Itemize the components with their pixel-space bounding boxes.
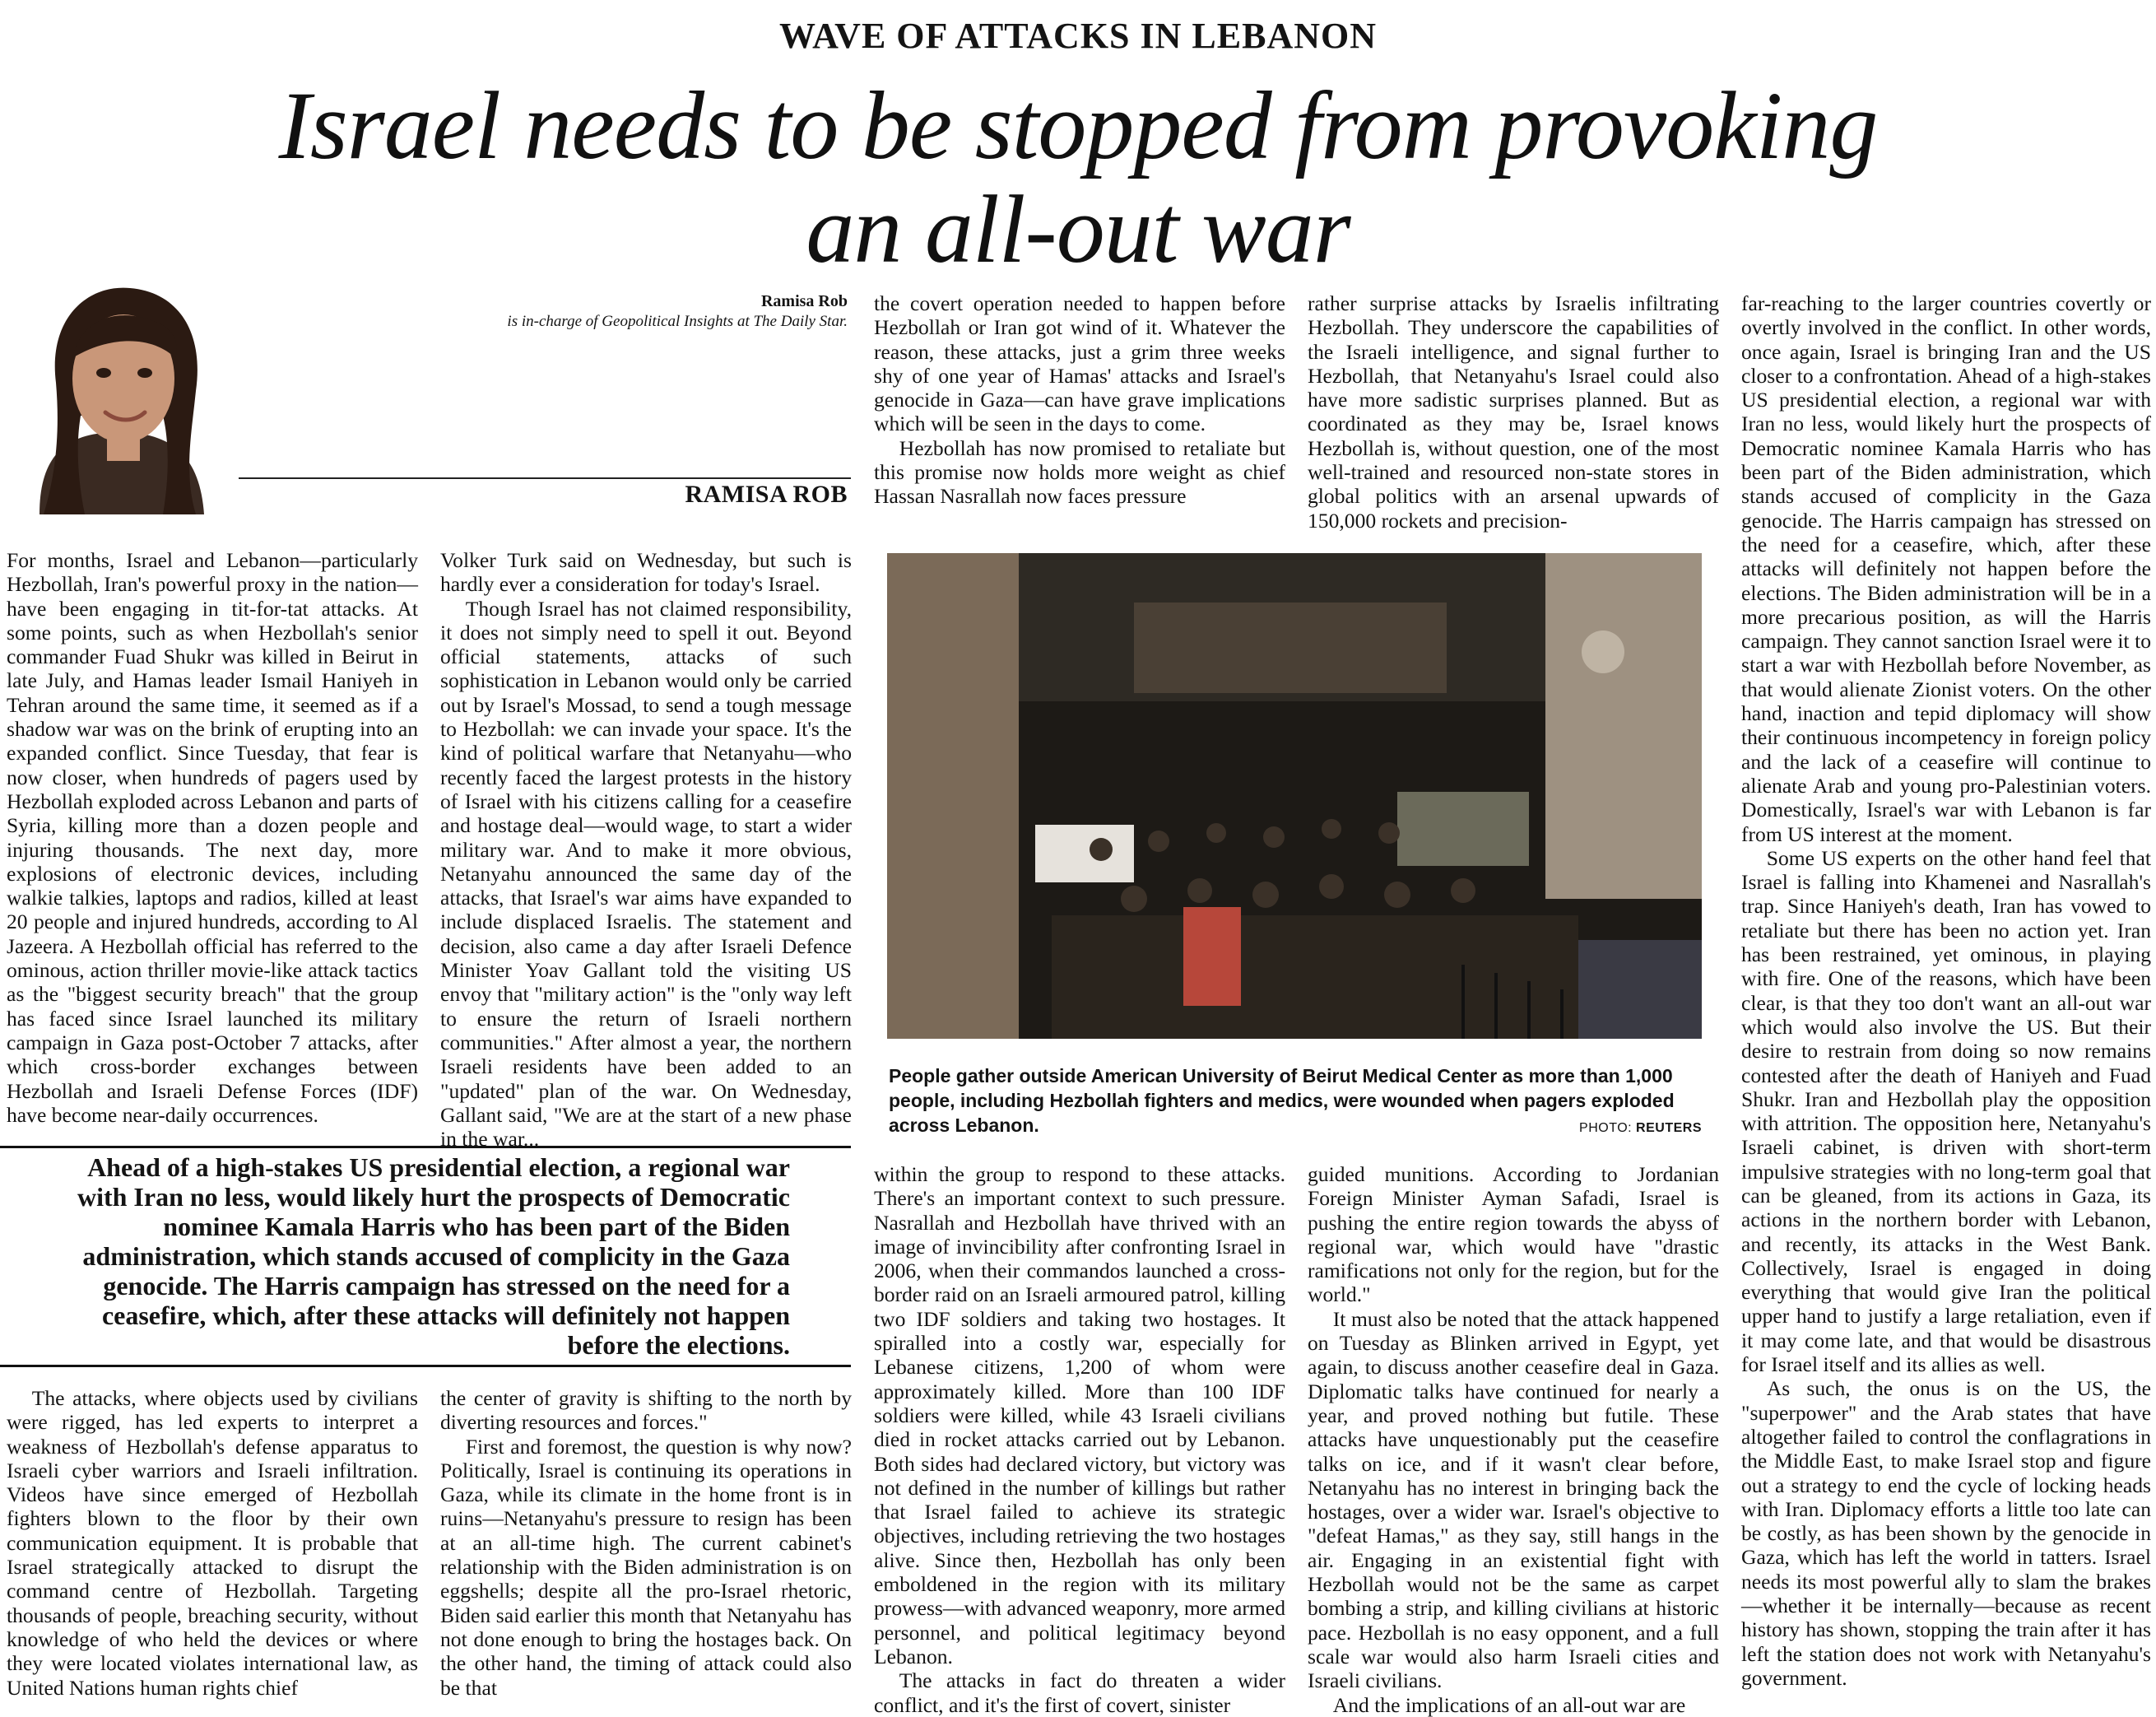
column-3-top: [874, 291, 1285, 525]
pullquote: Ahead of a high-stakes US presidential election, a regional war with Iran no less, would likely hurt the prospects of Democratic nominee Kamala Harris who has been part of the Biden administration, which stands accused of complicity in the Gaza genocide. The Harris campaign has stressed on the need for a ceasefire, which, after these attacks will definitely not happen before the elections.: [77, 1152, 790, 1360]
paragraph: guided munitions. According to Jordanian Foreign Minister Ayman Safadi, Israel is pushing the entire region towards the abyss of regional war, which would have "drastic ramifications not only for the region, but for the world.": [1308, 1162, 1719, 1307]
column-1-top: [7, 548, 418, 1137]
column-2-top: [440, 548, 852, 1152]
column-3-bottom: [874, 1162, 1285, 1717]
byline: RAMISA ROB: [685, 481, 848, 508]
column-5: [1741, 291, 2151, 1696]
author-description: is in-charge of Geopolitical Insights at The Daily Star.: [507, 313, 848, 330]
paragraph: the covert operation needed to happen before Hezbollah or Iran got wind of it. Whatever the reason, these attacks, just a grim three weeks shy of one year of Hamas' attacks and Israel's genocide in Gaza—can have grave implications which will be seen in the days to come.: [874, 291, 1285, 436]
paragraph: Hezbollah has now promised to retaliate but this promise now holds more weight as chief Hassan Nasrallah now faces pressure: [874, 435, 1285, 509]
column-4-bottom: [1308, 1162, 1719, 1717]
column-2-bottom: [440, 1386, 852, 1700]
paragraph: Some US experts on the other hand feel that Israel is falling into Khamenei and Nasrallah's trap. Since Haniyeh's death, Iran has vowed to retaliate but there has been no action yet. Iran has been restrained, yet ominous, in playing with fire. One of the reasons, which have been clear, is that they too don't want an all-out war which would also involve the US. But their desire to restrain from doing so now remains contested after the death of Haniyeh and Fuad Shukr. Iran and Hezbollah play the opposition with attrition. The opposition here, Netanyahu's Israeli cabinet, is driven with short-term impulsive strategies with no long-term goal that can be gleaned, from its actions in Gaza, its actions in the northern border with Lebanon, and recently, its attacks in the West Bank. Collectively, Israel is engaged in doing everything that would give Iran the political upper hand to justify a large retaliation, even if it may come late, and that would be disastrous for Israel itself and its allies as well.: [1741, 845, 2151, 1377]
photo-caption: People gather outside American University of Beirut Medical Center as more than 1,000 people, including Hezbollah fighters and medics, were wounded when pagers exploded across Lebanon.: [889, 1065, 1675, 1136]
photo-credit-label: PHOTO:: [1579, 1121, 1633, 1135]
paragraph: the center of gravity is shifting to the north by diverting resources and forces.": [440, 1386, 852, 1435]
pullquote-top-rule: [0, 1146, 851, 1148]
paragraph: The attacks, where objects used by civilians were rigged, has led experts to interpret a weakness of Hezbollah's defense apparatus to Israeli cyber warriors and Israeli infiltration. Videos have since emerged of Hezbollah fighters blown to the floor by their own communication equipment. It is probable that Israel strategically attacked to disrupt the command centre of Hezbollah. Targeting thousands of people, breaching security, without knowledge of who held the devices or where they were located violates international law, as United Nations human rights chief: [7, 1386, 418, 1700]
photo-credit-source: REUTERS: [1636, 1121, 1702, 1135]
paragraph: far-reaching to the larger countries covertly or overtly involved in the conflict. In other words, once again, Israel is bringing Iran and the US closer to a confrontation. Ahead of a high-stakes US presidential election, a regional war with Iran no less, would likely hurt the prospects of Democratic nominee Kamala Harris who has been part of the Biden administration, which stands accused of complicity in the Gaza genocide. The Harris campaign has stressed on the need for a ceasefire, which, after these attacks will definitely not happen before the elections. The Biden administration will be in a more precarious position, as will the Harris campaign. They cannot sanction Israel were it to start a war with Hezbollah before November, as that would alienate Zionist voters. On the other hand, inaction and tepid diplomacy will show their continuous incompetency in foreign policy and the lack of a ceasefire will continue to alienate Arab and young pro-Palestinian voters. Domestically, Israel's war with Lebanon is far from US interest at the moment.: [1741, 291, 2151, 846]
pullquote-bottom-rule: [0, 1365, 851, 1367]
headline-line-1: Israel needs to be stopped from provoking: [278, 72, 1878, 179]
column-4-top: [1308, 291, 1719, 533]
paragraph: First and foremost, the question is why now? Politically, Israel is continuing its operations in Gaza, while its climate in the home front is in ruins—Netanyahu's pressure to resign has been at an all-time high. The current cabinet's relationship with the Biden administration is on eggshells; despite all the pro-Israel rhetoric, Biden said earlier this month that Netanyahu has not done enough to bring the hostages back. On the other hand, the timing of attack could also be that: [440, 1434, 852, 1700]
author-portrait: [7, 268, 230, 514]
article-headline: [0, 74, 2156, 282]
column-1-bottom: [7, 1386, 418, 1700]
paragraph: Volker Turk said on Wednesday, but such is hardly ever a consideration for today's Israel.: [440, 548, 852, 597]
author-info: [247, 292, 848, 331]
paragraph: rather surprise attacks by Israelis infiltrating Hezbollah. They underscore the capabilities of the Israeli intelligence, and signal further to Hezbollah, that Netanyahu's Israel could also have more sadistic surprises planned. But as coordinated as they may be, Israel knows Hezbollah is, without question, one of the most well-trained and resourced non-state stores in global politics with an arsenal upwards of 150,000 rockets and precision-: [1308, 291, 1719, 533]
paragraph: As such, the onus is on the US, the "superpower" and the Arab states that have altogether failed to control the conflagrations in the Middle East, to make Israel stop and figure out a strategy to end the cycle of locking heads with Iran. Diplomacy efforts a little too late can be costly, as has been shown by the genocide in Gaza, which has left the world in tatters. Israel needs its most powerful ally to slam the brakes—whether it be internally—because as recent history has shown, stopping the train after it has left the station does not work with Netanyahu's government.: [1741, 1376, 2151, 1690]
article-kicker: WAVE OF ATTACKS IN LEBANON: [778, 16, 1378, 56]
byline-rule: [239, 477, 851, 479]
news-photo: [887, 553, 1702, 1039]
paragraph: The attacks in fact do threaten a wider conflict, and it's the first of covert, sinister: [874, 1668, 1285, 1717]
author-name: Ramisa Rob: [760, 292, 848, 310]
paragraph: It must also be noted that the attack happened on Tuesday as Blinken arrived in Egypt, yet again, to discuss another ceasefire deal in Gaza. Diplomatic talks have continued for nearly a year, and proved nothing but futile. These attacks have unquestionably put the ceasefire talks on ice, and if it wasn't clear before, Netanyahu has no interest in bringing back the hostages, over a wider war. Israel's objective to "defeat Hamas," as they say, still hangs in the air. Engaging in an existential fight with Hezbollah would not be the same as carpet bombing a strip, and killing civilians at historic pace. Hezbollah is no easy opponent, and a full scale war would also harm Israeli cities and Israeli civilians.: [1308, 1306, 1719, 1693]
paragraph: For months, Israel and Lebanon—particularly Hezbollah, Iran's powerful proxy in the nation—have been engaging in tit-for-tat attacks. At some points, such as when Hezbollah's senior commander Fuad Shukr was killed in Beirut in late July, and Hamas leader Ismail Haniyeh in Tehran around the same time, it seemed as if a shadow war was on the brink of erupting into an expanded conflict. Since Tuesday, that fear is now closer, when hundreds of pagers used by Hezbollah exploded across Lebanon and parts of Syria, killing more than a dozen people and injuring thousands. The next day, more explosions of electronic devices, including walkie talkies, laptops and radios, killed at least 20 people and injured hundreds, according to Al Jazeera. A Hezbollah official has referred to the ominous, action thriller movie-like attack tactics as the "biggest security breach" that the group has faced since Israel launched its military campaign in Gaza post-October 7 attacks, after which cross-border exchanges between Hezbollah and Israeli Defense Forces (IDF) have become near-daily occurrences.: [7, 548, 418, 1127]
photo-credit: [1350, 1121, 1702, 1136]
paragraph: Though Israel has not claimed responsibility, it does not simply need to spell it out. Beyond official statements, attacks of such sophistication in Lebanon would only be carried out by Israel's Mossad, to send a tough message to Hezbollah: we can invade your space. It's the kind of political warfare that Netanyahu—who recently faced the largest protests in the history of Israel with his citizens calling for a ceasefire and hostage deal—would wage, to start a wider military war. And to make it more obvious, Netanyahu announced the same day of the attacks, that Israel's war aims have expanded to include displaced Israelis. The statement and decision, also came a day after Israeli Defence Minister Yoav Gallant told the visiting US envoy that "military action" is the "only way left to ensure the return of Israeli northern communities." After almost a year, the northern Israeli residents have been added to an "updated" plan of the war. On Wednesday, Gallant said, "We are at the start of a new phase in the war...: [440, 596, 852, 1152]
paragraph: within the group to respond to these attacks. There's an important context to such pressure. Nasrallah and Hezbollah have thrived with an image of invincibility after confronting Israel in 2006, when their commandos launched a cross-border raid on an Israeli armoured patrol, killing two IDF soldiers and taking two hostages. It spiralled into a costly war, especially for Lebanese citizens, 1,200 of whom were approximately killed. More than 100 IDF soldiers were killed, while 43 Israeli civilians died in rocket attacks carried out by Lebanon. Both sides had declared victory, but victory was not defined in the number of killings but rather that Israel failed to achieve its strategic objectives, including retrieving the two hostages alive. Since then, Hezbollah has only been emboldened in the region with its military prowess—with advanced weaponry, more armed personnel, and political legitimacy beyond Lebanon.: [874, 1162, 1285, 1668]
headline-line-2: an all-out war: [806, 175, 1350, 283]
paragraph: And the implications of an all-out war are: [1332, 1692, 1686, 1717]
